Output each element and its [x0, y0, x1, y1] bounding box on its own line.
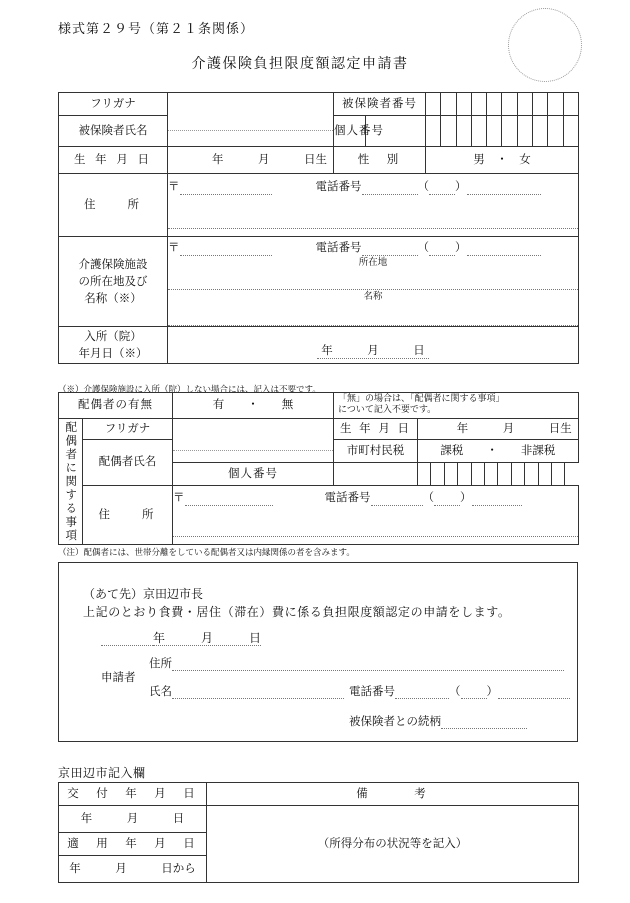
table-row [59, 174, 579, 237]
spouse-section-vertical-label [59, 418, 83, 545]
tel-paren-close: ） [455, 240, 467, 254]
tel-label: 電話番号 [324, 490, 371, 504]
address-input[interactable] [168, 174, 579, 237]
tel-paren-open: （ [417, 179, 429, 193]
spouse-presence-note-line2: について記入不要です。 [338, 405, 437, 416]
col-remarks-header: 備 考 [207, 783, 579, 806]
applicant-name-label: 氏名 [149, 684, 172, 698]
spouse-my-number-box[interactable] [431, 463, 444, 486]
applicant-tel-label: 電話番号 [349, 684, 395, 698]
tel-paren-close: ） [486, 684, 498, 698]
applicant-name-input[interactable] [172, 686, 344, 699]
spouse-address-label: 住 所 [83, 486, 173, 545]
municipal-tax-label: 市町村民税 [334, 439, 418, 463]
issue-date-input[interactable]: 年 月 日 [59, 806, 207, 833]
address-label: 住 所 [59, 174, 168, 237]
form-number: 様式第２９号（第２１条関係） [58, 22, 255, 37]
spouse-furigana-label: フリガナ [83, 418, 173, 439]
applicant-tel-input[interactable] [395, 686, 449, 699]
applicant-address-input[interactable] [172, 658, 564, 671]
spouse-table [58, 392, 579, 545]
spouse-my-number-box[interactable] [538, 463, 551, 486]
sex-value[interactable]: 男 ・ 女 [426, 147, 579, 174]
spouse-my-number-box[interactable] [551, 463, 564, 486]
spouse-my-number-label: 個人番号 [173, 463, 334, 486]
my-number-box[interactable] [487, 116, 502, 147]
my-number-box[interactable] [563, 116, 578, 147]
apply-date-header: 適 用 年 月 日 [59, 833, 207, 856]
spouse-my-number-box[interactable] [511, 463, 524, 486]
insured-number-box[interactable] [502, 93, 517, 116]
col-issue-date-header: 交 付 年 月 日 [59, 783, 207, 806]
table-row [59, 806, 579, 833]
tel-label: 電話番号 [315, 179, 362, 193]
birthdate-input[interactable]: 年 月 日生 [168, 147, 334, 174]
facility-label [59, 237, 168, 327]
facility-label-line2: の所在地及び [78, 273, 148, 288]
table-row [59, 783, 579, 806]
sex-label: 性 別 [334, 147, 426, 174]
spouse-birthdate-input[interactable]: 年 月 日生 [418, 418, 579, 439]
facility-label-line3: 名称（※） [84, 291, 142, 306]
table-row [59, 147, 579, 174]
postal-mark-icon: 〒 [173, 490, 185, 504]
table-row [59, 486, 579, 545]
postal-mark-icon: 〒 [168, 240, 180, 254]
spouse-my-number-box[interactable] [484, 463, 497, 486]
apply-date-input[interactable]: 年 月 日から [59, 856, 207, 883]
applicant-address-label: 住所 [149, 656, 172, 670]
my-number-box[interactable] [548, 116, 563, 147]
insured-number-box[interactable] [456, 93, 471, 116]
applicant-relation-label: 被保険者との続柄 [349, 714, 441, 728]
insured-number-box[interactable] [471, 93, 486, 116]
applicant-tel-mid[interactable] [461, 686, 487, 699]
insured-number-box[interactable] [563, 93, 578, 116]
statement-addressee: （あて先）京田辺市長 [83, 587, 204, 601]
spouse-my-number-box[interactable] [525, 463, 538, 486]
spouse-note: （注）配偶者には、世帯分離をしている配偶者又は内縁関係の者を含みます。 [58, 548, 355, 558]
my-number-box[interactable] [502, 116, 517, 147]
facility-name-label: 名称 [363, 291, 383, 303]
facility-location-label: 所在地 [358, 256, 388, 268]
birthdate-label: 生 年 月 日 [59, 147, 168, 174]
my-number-box[interactable] [456, 116, 471, 147]
applicant-label: 申請者 [101, 670, 136, 684]
my-number-box[interactable] [533, 116, 548, 147]
spouse-address-input[interactable] [173, 486, 579, 545]
my-number-box[interactable] [471, 116, 486, 147]
tel-paren-open: （ [422, 490, 434, 504]
municipal-tax-value[interactable]: 課税 ・ 非課税 [418, 439, 579, 463]
table-row [59, 327, 579, 364]
insured-number-box[interactable] [487, 93, 502, 116]
my-number-box[interactable] [517, 116, 532, 147]
tel-paren-close: ） [455, 179, 467, 193]
statement-date-value: 年 月 日 [153, 631, 262, 645]
tel-label: 電話番号 [315, 240, 362, 254]
page-title: 介護保険負担限度額認定申請書 [191, 56, 409, 72]
spouse-my-number-box[interactable] [471, 463, 484, 486]
applicant-address-row [149, 655, 564, 671]
statement-body: 上記のとおり食費・居住（滞在）費に係る負担限度額認定の申請をします。 [83, 605, 511, 619]
spouse-my-number-box[interactable] [444, 463, 457, 486]
facility-input[interactable] [168, 237, 579, 327]
admission-label-line2: 年月日（※） [78, 346, 148, 361]
insured-name-input[interactable] [168, 93, 334, 147]
spouse-presence-note-line1: 「無」の場合は、「配偶者に関する事項」 [338, 394, 505, 404]
furigana-label: フリガナ [59, 93, 168, 116]
insured-number-box[interactable] [533, 93, 548, 116]
postal-mark-icon: 〒 [168, 179, 180, 193]
facility-label-line1: 介護保険施設 [78, 256, 148, 271]
spouse-my-number-box[interactable] [418, 463, 431, 486]
tel-paren-open: （ [449, 684, 461, 698]
seal-circle-icon [508, 8, 582, 82]
insured-number-box[interactable] [426, 93, 441, 116]
spouse-name-input[interactable] [173, 418, 334, 463]
insured-number-box[interactable] [441, 93, 456, 116]
city-section-heading: 京田辺市記入欄 [58, 766, 146, 780]
table-row [59, 418, 579, 439]
facility-note: （※）介護保険施設に入所（院）しない場合には、記入は不要です。 [58, 385, 321, 395]
statement-date-input[interactable] [101, 629, 261, 646]
table-row [59, 237, 579, 327]
spouse-presence-value[interactable]: 有 ・ 無 [173, 393, 334, 419]
spouse-my-number-box[interactable] [498, 463, 511, 486]
tel-paren-close: ） [460, 490, 472, 504]
spouse-my-number-box[interactable] [458, 463, 471, 486]
table-row [59, 393, 579, 419]
statement-box [58, 562, 578, 742]
applicant-relation-input[interactable] [441, 716, 527, 729]
my-number-box[interactable] [426, 116, 441, 147]
spouse-presence-label: 配偶者の有無 [59, 393, 173, 419]
city-table [58, 782, 579, 883]
applicant-tel-end[interactable] [498, 686, 570, 699]
admission-date-input[interactable] [168, 327, 579, 364]
insured-number-box[interactable] [517, 93, 532, 116]
insured-number-label: 被保険者番号 [334, 93, 426, 116]
spouse-vertical-text: 配偶者に関する事項 [64, 420, 79, 542]
spouse-presence-note [334, 393, 579, 419]
applicant-tel-row [349, 683, 570, 699]
insured-name-label: 被保険者氏名 [59, 116, 168, 147]
insured-number-box[interactable] [548, 93, 563, 116]
applicant-name-row [149, 683, 344, 699]
applicant-table [58, 92, 579, 364]
my-number-label: 個人番号 [334, 116, 366, 147]
my-number-box[interactable] [441, 116, 456, 147]
remarks-input[interactable]: （所得分布の状況等を記入） [207, 806, 579, 883]
spouse-my-number-box[interactable] [334, 463, 418, 486]
spouse-name-label: 配偶者氏名 [83, 439, 173, 486]
admission-label-line1: 入所（院） [84, 328, 142, 343]
tel-paren-open: （ [417, 240, 429, 254]
admission-label [59, 327, 168, 364]
table-row [59, 93, 579, 116]
applicant-relation-row [349, 713, 527, 729]
spouse-birthdate-label: 生 年 月 日 [334, 418, 418, 439]
admission-date-value: 年 月 日 [321, 342, 425, 357]
